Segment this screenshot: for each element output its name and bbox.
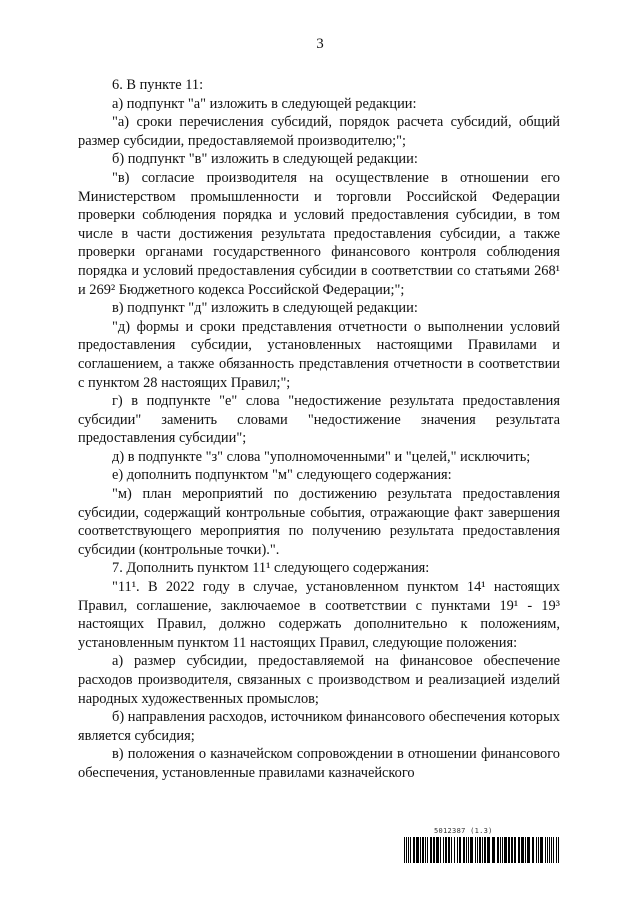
paragraph: "м) план мероприятий по достижению результата предоставления субсидии, содержащий контрольные события, отражающие факт завершения соответствующего мероприятия по получению результата предоставления субсидии (контрольные точки).". xyxy=(78,486,560,558)
barcode-block xyxy=(404,827,560,867)
document-body xyxy=(78,76,560,783)
paragraph: в) положения о казначейском сопровождении в отношении финансового обеспечения, установленные правилами казначейского xyxy=(78,746,560,781)
paragraph: а) подпункт "а" изложить в следующей редакции: xyxy=(112,95,417,112)
page-number: 3 xyxy=(316,36,324,52)
barcode-icon xyxy=(404,837,560,863)
paragraph: "в) согласие производителя на осуществление в отношении его Министерством промышленности и торговли Российской Федерации проверки соблюдения порядка и условий предоставления субсидии, в том числе в части достижения результата предоставления субсидии, а также проверки органами государственного финансового контроля соблюдения порядка и условий предоставления субсидии в соответствии со статьями 268¹ и 269² Бюджетного кодекса Российской Федерации;"; xyxy=(78,169,560,298)
paragraph: "а) сроки перечисления субсидий, порядок расчета субсидий, общий размер субсидии, предоставляемой производителю;"; xyxy=(78,114,560,149)
paragraph: б) подпункт "в" изложить в следующей редакции: xyxy=(112,151,418,168)
paragraph: б) направления расходов, источником финансового обеспечения которых является субсидия; xyxy=(78,709,560,744)
paragraph: а) размер субсидии, предоставляемой на финансовое обеспечение расходов производителя, связанных с производством и реализацией изделий народных художественных промыслов; xyxy=(78,653,560,707)
paragraph: "д) формы и сроки представления отчетности о выполнении условий предоставления субсидии, установленных настоящими Правилами и соглашением, а также обязанность представления отчетности в соответствии с пунктом 28 настоящих Правил;"; xyxy=(78,318,560,391)
paragraph: е) дополнить подпунктом "м" следующего содержания: xyxy=(112,467,452,484)
paragraph: в) подпункт "д" изложить в следующей редакции: xyxy=(112,300,418,317)
paragraph: 6. В пункте 11: xyxy=(112,77,204,93)
paragraph: д) в подпункте "з" слова "уполномоченными" и "целей," исключить; xyxy=(112,448,531,465)
paragraph: г) в подпункте "е" слова "недостижение результата предоставления субсидии" заменить словами "недостижение значения результата предоставления субсидии"; xyxy=(78,393,560,447)
barcode-code: 5012387 (1.3) xyxy=(434,827,493,835)
paragraph: "11¹. В 2022 году в случае, установленном пунктом 14¹ настоящих Правил, соглашение, заключаемое в соответствии с пунктами 19¹ - 19³ настоящих Правил, должно содержать дополнительно к положениям, установленным пунктом 11 настоящих Правил, следующие положения: xyxy=(78,579,560,651)
paragraph: 7. Дополнить пунктом 11¹ следующего содержания: xyxy=(112,560,430,577)
